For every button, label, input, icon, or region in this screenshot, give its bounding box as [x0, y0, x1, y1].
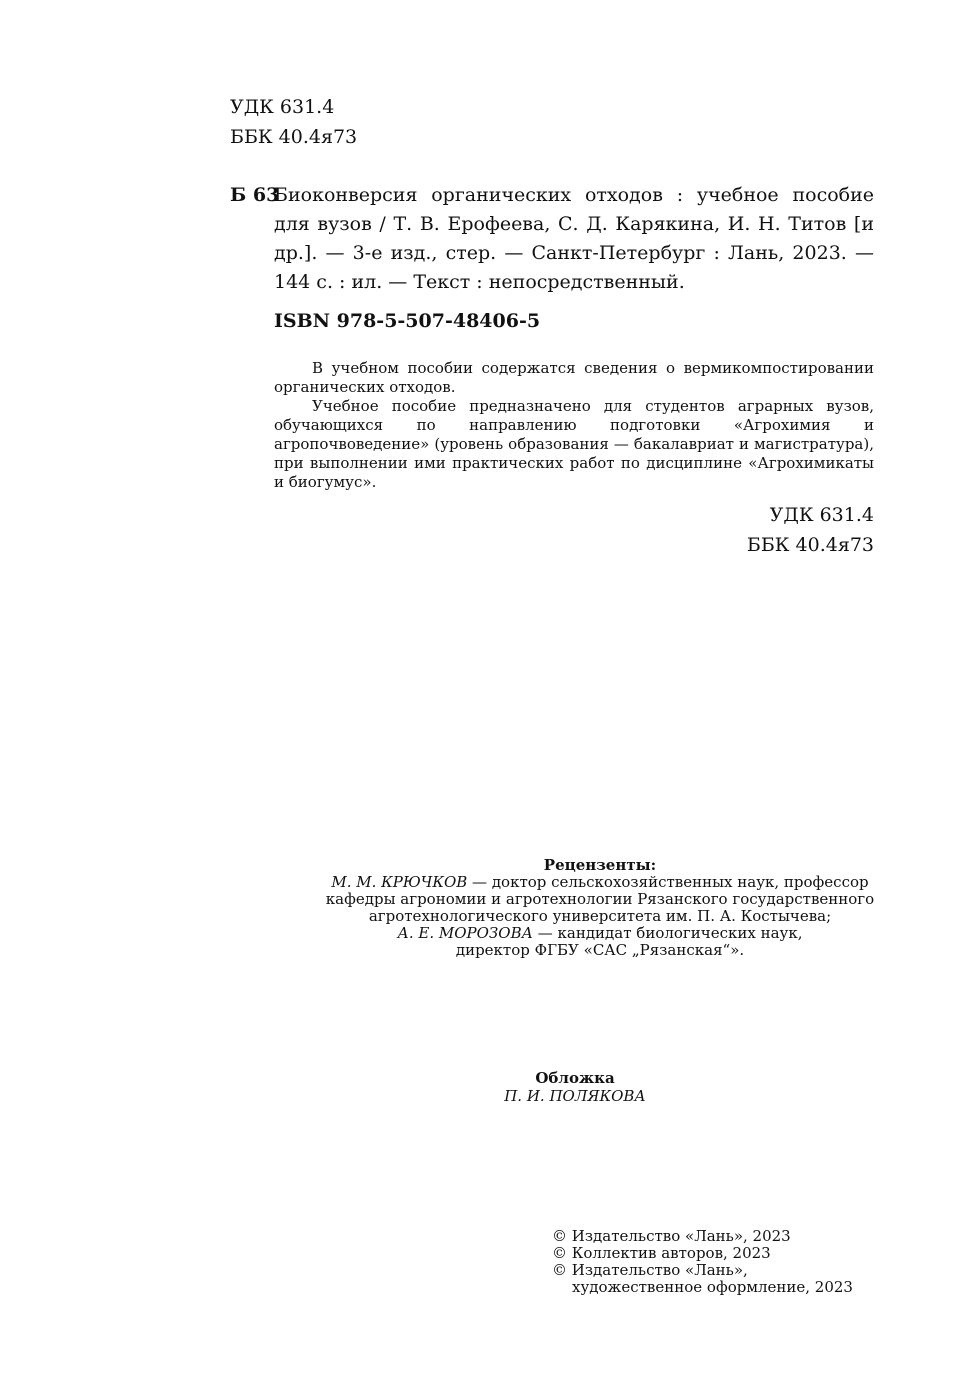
copyright-line: © Издательство «Лань», 2023 [552, 1227, 791, 1245]
cover-heading: Обложка [535, 1069, 615, 1087]
copyright-line: © Коллектив авторов, 2023 [552, 1244, 771, 1262]
reviewers-heading: Рецензенты: [543, 856, 657, 874]
copyright-block [552, 1228, 853, 1296]
reviewer-1-affiliation: кафедры агрономии и агротехнологии Рязанского государственного [325, 890, 875, 908]
reviewer-2-affiliation: директор ФГБУ «САС „Рязанская“». [455, 941, 745, 959]
reviewer-1-name: М. М. КРЮЧКОВ [331, 873, 468, 891]
reviewer-1-title: — доктор сельскохозяйственных наук, профессор [467, 873, 869, 891]
copyright-line: © Издательство «Лань», [552, 1261, 748, 1279]
catalog-entry [230, 181, 874, 297]
abstract-paragraph-2: Учебное пособие предназначено для студентов аграрных вузов, обучающихся по направлению подготовки «Агрохимия и агропочвоведение» (уровень образования — бакалавриат и магистратура), при выполнении ими практических работ по дисциплине «Агрохимикаты и биогумус». [274, 397, 874, 491]
reviewer-2 [260, 925, 940, 942]
reviewer-1-university: агротехнологического университета им. П. А. Костычева; [368, 907, 832, 925]
reviewer-2-title: — кандидат биологических наук, [532, 924, 803, 942]
isbn: ISBN 978-5-507-48406-5 [274, 310, 541, 332]
bibliographic-description: Биоконверсия органических отходов : учебное пособие для вузов / Т. В. Ерофеева, С. Д. Карякина, И. Н. Титов [и др.]. — 3-е изд., стер. — Санкт-Петербург : Лань, 2023. — 144 с. : ил. — Текст : непосредственный. [274, 184, 874, 293]
udk-code: УДК 631.4 [769, 504, 874, 526]
reviewers-block [260, 857, 940, 959]
abstract [274, 359, 874, 492]
cover-credit [420, 1069, 730, 1105]
bbk-code: ББК 40.4я73 [230, 126, 358, 148]
udk-code: УДК 631.4 [230, 96, 335, 118]
reviewer-1 [260, 874, 940, 891]
udk-bbk-top [230, 92, 357, 152]
udk-bbk-bottom [747, 500, 874, 560]
cover-designer: П. И. ПОЛЯКОВА [504, 1087, 646, 1105]
author-mark: Б 63 [230, 184, 280, 206]
abstract-paragraph-1: В учебном пособии содержатся сведения о вермикомпостировании органических отходов. [274, 359, 874, 396]
bbk-code: ББК 40.4я73 [746, 534, 874, 556]
copyright-line: художественное оформление, 2023 [572, 1278, 853, 1296]
reviewer-2-name: А. Е. МОРОЗОВА [397, 924, 533, 942]
